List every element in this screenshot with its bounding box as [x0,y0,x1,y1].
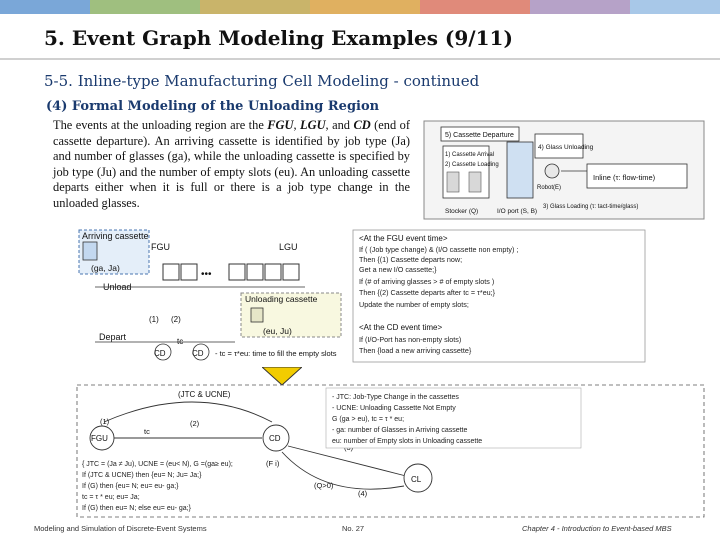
fgu-rule-line: Then {(2) Cassette departs after tc = τ*eu;} [359,288,496,297]
unload-label: Unload [103,282,132,292]
fgu-rule-line: Then {(1) Cassette departs now; [359,255,463,264]
fgu-rule-line: If (# of arriving glasses > # of empty slots ) [359,277,495,286]
glass-slot [283,264,299,280]
cassette-departure-label: 5) Cassette Departure [445,132,514,139]
fi-label: (F i) [266,459,280,468]
band-segment [200,0,310,14]
edge-number: (4) [358,489,368,498]
body-paragraph [53,118,410,212]
robot-icon [545,164,559,178]
event-graph-diagram [76,384,705,518]
edge-number: (1) [100,417,110,426]
io-port-box [507,142,533,198]
stocker-label: Stocker (Q) [445,208,479,215]
term-lgu: LGU [300,118,326,132]
robot-label: Robot(E) [537,185,562,191]
legend-line: - ga: number of Glasses in Arriving cassette [332,427,468,434]
fgu-rule-line: Update the number of empty slots; [359,300,469,309]
body-text: The events at the unloading region are the [53,118,268,132]
cl-node-label: CL [411,475,422,484]
cassette-loading-label: 2) Cassette Loading [445,162,499,168]
slide-subtitle: 5-5. Inline-type Manufacturing Cell Modeling - continued [44,72,480,90]
term-fgu: FGU [267,118,294,132]
io-port-label: I/O port (S, B) [497,208,538,215]
legend-line: - UCNE: Unloading Cassette Not Empty [332,405,456,412]
section-heading: (4) Formal Modeling of the Unloading Region [46,99,380,114]
cell-layout-diagram [423,120,705,220]
footer-page-number: No. 27 [342,524,365,533]
top-color-band [0,0,720,14]
unloading-cassette-box [251,308,263,322]
fgu-time-title: <At the FGU event time> [359,234,448,243]
band-segment [90,0,200,14]
band-segment [0,0,90,14]
formula-line: { JTC = (Ja ≠ Ju), UCNE = (eu< N), G =(ga≥ eu); [82,461,233,468]
arriving-cassette-params: (ga, Ja) [91,263,120,273]
formula-line: If (JTC & UCNE) then {eu= N; Ju= Ja;} [82,472,202,479]
glass-slots-ellipsis: ••• [201,269,212,280]
lgu-label: LGU [279,242,298,252]
glass-slot [181,264,197,280]
cd-node-label: CD [192,349,204,358]
cd-node-label: CD [269,434,281,443]
fgu-rule-line: Get a new I/O cassette;} [359,265,437,274]
body-text: (end of cassette departure). An arriving cassette is identified by job type (Ja) and number of glasses (ga), while the unloading cassette is specified by job type (Ju) and the number of empty slots (eu). An unloading cassette departs either when it is full or there is a job type change in the unloaded glasses. [53,118,410,210]
mark-2: (2) [171,315,181,324]
glass-slot [163,264,179,280]
title-divider [0,58,720,60]
formula-line: If (G) then {eu= N; eu= eu- ga;} [82,483,179,490]
fgu-node-label: FGU [91,434,108,443]
band-segment [530,0,630,14]
band-segment [310,0,420,14]
q0-label: (Q>0) [314,481,334,490]
tc-label: tc [177,337,184,346]
cassette-arrival-label: 1) Cassette Arrival [445,152,495,158]
legend-line: G (ga > eu), tc = τ * eu; [332,416,405,423]
footer-course: Modeling and Simulation of Discrete-Event Systems [34,524,207,533]
cassette-slot [447,172,459,192]
legend-line: - JTC: Job-Type Change in the cassettes [332,394,459,401]
glass-slot [265,264,281,280]
inline-label: Inline (τ: flow-time) [593,173,656,182]
body-text: , and [325,118,354,132]
cd-node-label: CD [154,349,166,358]
unloading-cassette-label: Unloading cassette [245,294,318,304]
unloading-diagram [75,228,705,365]
cd-time-title: <At the CD event time> [359,323,443,332]
tc-label: tc [144,427,150,436]
fgu-rule-line: If ( (Job type change) & (I/O cassette non empty) ; [359,245,519,254]
unloading-cassette-params: (eu, Ju) [263,326,292,336]
cd-rule-line: Then {load a new arriving cassette} [359,346,472,355]
mark-1: (1) [149,315,159,324]
formula-line: tc = τ * eu; eu= Ja; [82,494,140,501]
body-text: , [293,118,301,132]
fgu-label: FGU [151,242,170,252]
glass-slot [229,264,245,280]
band-segment [630,0,720,14]
glass-loading-label: 3) Glass Loading (τ: tact-time/glass) [543,204,639,210]
formula-line: If (G) then eu= N; else eu= eu- ga;} [82,505,191,512]
band-segment [420,0,530,14]
depart-label: Depart [99,332,127,342]
cd-rule-line: If (I/O-Port has non-empty slots) [359,335,462,344]
glass-slot [247,264,263,280]
term-cd: CD [353,118,371,132]
arriving-cassette-box [83,242,97,260]
cassette-slot [469,172,481,192]
time-note: - tc = τ*eu: time to fill the empty slots [215,349,337,358]
slide-title: 5. Event Graph Modeling Examples (9/11) [44,26,513,50]
glass-unloading-label: 4) Glass Unloading [538,144,594,151]
arriving-cassette-label: Arriving cassette [82,231,149,241]
footer-chapter: Chapter 4 - Introduction to Event-based MBS [522,524,672,533]
legend-line: eu: number of Empty slots in Unloading cassette [332,438,483,445]
edge-number: (2) [190,419,200,428]
jtc-ucne-label: (JTC & UCNE) [178,390,231,399]
down-arrow-icon [262,367,302,385]
